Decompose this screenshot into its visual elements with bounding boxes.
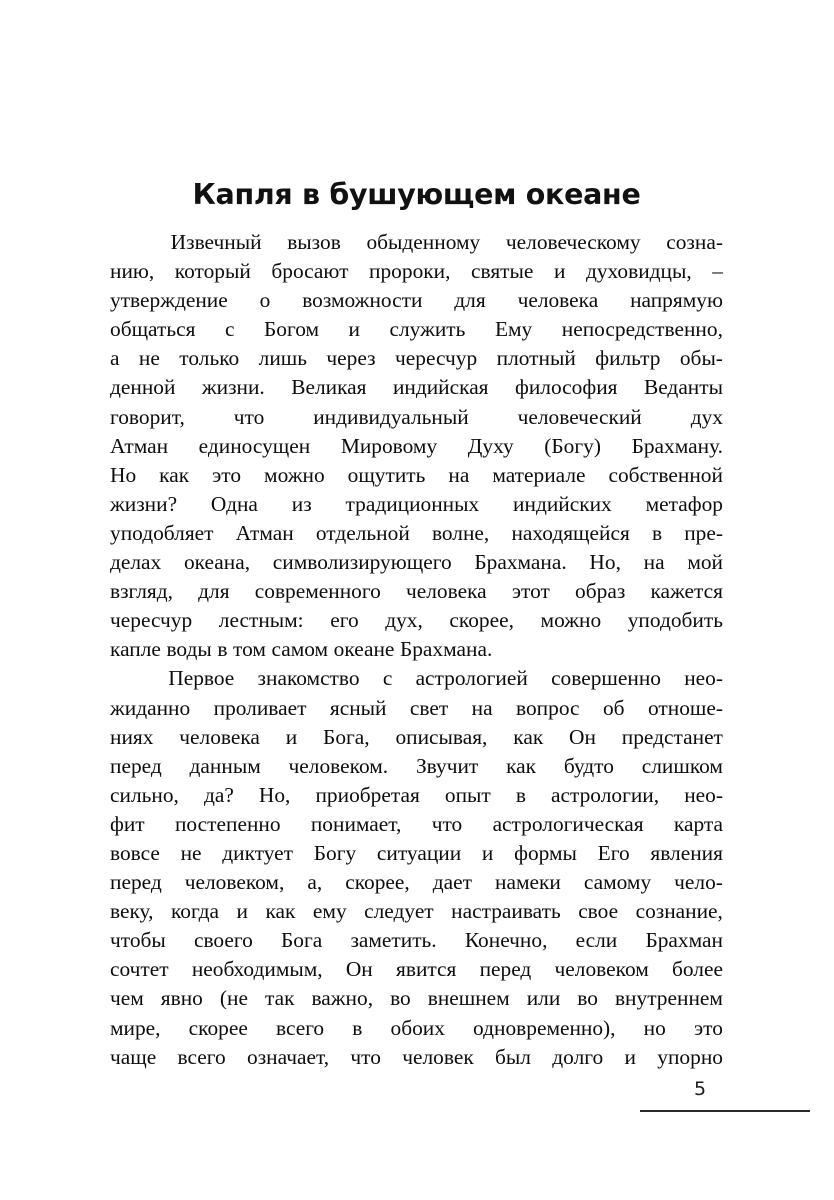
word: находящейся bbox=[511, 520, 630, 545]
word: дух, bbox=[385, 608, 423, 633]
word: из bbox=[291, 491, 312, 516]
word: и bbox=[348, 317, 360, 342]
word: формы bbox=[514, 840, 577, 865]
word: опыт bbox=[444, 782, 491, 807]
text-line bbox=[110, 926, 723, 955]
word: приобретая bbox=[315, 782, 420, 807]
word: единосущен bbox=[198, 433, 311, 458]
text-line bbox=[110, 664, 723, 693]
word: человеком. bbox=[288, 753, 389, 778]
word: дает bbox=[432, 870, 472, 895]
word: отноше- bbox=[647, 695, 723, 720]
word: непосредственно, bbox=[561, 317, 723, 342]
word: перед bbox=[479, 957, 532, 982]
text-line bbox=[110, 606, 723, 635]
word: человека bbox=[179, 724, 260, 749]
text-line bbox=[110, 490, 723, 519]
word: Богом bbox=[263, 317, 320, 342]
word: так bbox=[264, 986, 295, 1011]
word: перед bbox=[110, 870, 162, 895]
text-line bbox=[110, 519, 723, 548]
word: Богу bbox=[313, 840, 357, 865]
word: если bbox=[575, 928, 618, 953]
word: взгляд, bbox=[110, 579, 173, 604]
text-line bbox=[110, 344, 723, 373]
word: или bbox=[526, 986, 561, 1011]
text-line bbox=[110, 839, 723, 868]
word: Мировому bbox=[340, 433, 438, 458]
word: ощутить bbox=[347, 462, 426, 487]
word: его bbox=[330, 608, 359, 633]
word: астрологическая bbox=[492, 811, 644, 836]
word: собственной bbox=[608, 462, 723, 487]
text-line bbox=[110, 373, 723, 402]
folio-rule bbox=[640, 1110, 810, 1112]
word: и bbox=[481, 840, 494, 865]
word: чаще bbox=[110, 1044, 157, 1069]
word: Брахмана. bbox=[399, 637, 493, 662]
word: скорее, bbox=[449, 608, 514, 633]
text-line bbox=[110, 897, 723, 926]
word: нео- bbox=[684, 782, 723, 807]
text-line bbox=[110, 403, 723, 432]
word: вовсе bbox=[110, 840, 160, 865]
word: капле bbox=[110, 637, 161, 662]
word: что bbox=[431, 811, 463, 836]
word: который bbox=[174, 259, 251, 284]
text-line bbox=[110, 432, 723, 461]
word: напрямую bbox=[630, 288, 723, 313]
word: астрологией bbox=[415, 666, 528, 691]
word: Великая bbox=[291, 375, 367, 400]
word: Бога, bbox=[323, 724, 370, 749]
word: и bbox=[553, 259, 566, 284]
word: не bbox=[180, 840, 202, 865]
text-line bbox=[110, 228, 723, 257]
word: во bbox=[390, 986, 411, 1011]
word: служить bbox=[389, 317, 466, 342]
word: делах bbox=[110, 550, 162, 575]
word: индивидуальный bbox=[313, 404, 469, 429]
word: – bbox=[712, 259, 723, 284]
word: уподобить bbox=[627, 608, 723, 633]
word: человека bbox=[406, 579, 487, 604]
word: уподобляет bbox=[110, 520, 214, 545]
word: фильтр bbox=[595, 346, 661, 371]
word: предстанет bbox=[621, 724, 723, 749]
word: том bbox=[233, 637, 266, 662]
word: карта bbox=[673, 811, 723, 836]
word: человека bbox=[517, 288, 599, 313]
word: всего bbox=[275, 1015, 325, 1040]
body-text-block bbox=[110, 228, 723, 1072]
word: на bbox=[643, 550, 665, 575]
word: человеком, bbox=[184, 870, 285, 895]
word: чересчур bbox=[110, 608, 193, 633]
text-line bbox=[110, 955, 723, 984]
word: на bbox=[471, 695, 493, 720]
word: Извечный bbox=[170, 230, 262, 254]
word: человек bbox=[402, 1044, 474, 1069]
word: индийская bbox=[392, 375, 489, 400]
text-line bbox=[110, 781, 723, 810]
word: и bbox=[236, 899, 248, 924]
word: будто bbox=[563, 753, 614, 778]
word: астрологии, bbox=[551, 782, 660, 807]
word: утверждение bbox=[110, 288, 228, 313]
word: Атман bbox=[110, 433, 169, 458]
word: понимает, bbox=[310, 811, 402, 836]
word: как bbox=[265, 899, 296, 924]
word: означает, bbox=[247, 1044, 330, 1069]
word: данным bbox=[189, 753, 261, 778]
word: обы- bbox=[679, 346, 723, 371]
text-line bbox=[110, 635, 723, 664]
word: сильно, bbox=[110, 782, 179, 807]
word: скорее bbox=[188, 1015, 248, 1040]
word: пре- bbox=[684, 520, 723, 545]
word: метафор bbox=[645, 491, 723, 516]
word: Ему bbox=[494, 317, 533, 342]
word: был bbox=[495, 1044, 531, 1069]
word: Духу bbox=[467, 433, 514, 458]
word: как bbox=[159, 462, 190, 487]
word: традиционных bbox=[345, 491, 480, 516]
word: Звучит bbox=[415, 753, 479, 778]
word: всего bbox=[177, 1044, 226, 1069]
text-line bbox=[110, 577, 723, 606]
word: об bbox=[602, 695, 625, 720]
word: жизни. bbox=[201, 375, 265, 400]
word: океане bbox=[333, 637, 395, 662]
word: что bbox=[233, 404, 265, 429]
word: (не bbox=[219, 986, 248, 1011]
word: Но, bbox=[258, 782, 291, 807]
word: пророки, bbox=[369, 259, 451, 284]
text-line bbox=[110, 1014, 723, 1043]
word: дух bbox=[690, 404, 723, 429]
word: в bbox=[217, 637, 228, 662]
word: своего bbox=[193, 928, 253, 953]
word: философия bbox=[514, 375, 618, 400]
word: человеческому bbox=[505, 230, 641, 254]
text-line bbox=[110, 1043, 723, 1072]
word: фит bbox=[110, 811, 145, 836]
word: воды bbox=[166, 637, 212, 662]
text-line bbox=[110, 315, 723, 344]
word: явления bbox=[650, 840, 723, 865]
word: лишь bbox=[258, 346, 307, 371]
word: Веданты bbox=[643, 375, 723, 400]
word: человеком bbox=[554, 957, 649, 982]
word: Он bbox=[345, 957, 373, 982]
word: символизирующего bbox=[272, 550, 452, 575]
word: (Богу) bbox=[544, 433, 601, 458]
word: проливает bbox=[213, 695, 307, 720]
word: одновременно), bbox=[473, 1015, 616, 1040]
word: веку, bbox=[110, 899, 154, 924]
word: но bbox=[643, 1015, 666, 1040]
word: жизни? bbox=[110, 491, 178, 516]
word: обыденному bbox=[366, 230, 481, 254]
paragraph bbox=[110, 228, 723, 664]
word: Брахмана. bbox=[474, 550, 567, 575]
text-line bbox=[110, 810, 723, 839]
word: на bbox=[448, 462, 470, 487]
word: для bbox=[198, 579, 230, 604]
text-line bbox=[110, 984, 723, 1013]
word: заметить. bbox=[350, 928, 437, 953]
word: необходимым, bbox=[191, 957, 323, 982]
word: Первое bbox=[168, 666, 235, 691]
word: жиданно bbox=[110, 695, 191, 720]
word: ниях bbox=[110, 724, 154, 749]
first-line-indent bbox=[110, 664, 145, 693]
word: ему bbox=[312, 899, 347, 924]
word: и bbox=[285, 724, 298, 749]
word: явно bbox=[160, 986, 203, 1011]
text-line bbox=[110, 461, 723, 490]
word: отдельной bbox=[315, 520, 410, 545]
word: Одна bbox=[210, 491, 258, 516]
page-title: Капля в бушующем океане bbox=[192, 178, 641, 212]
word: и bbox=[624, 1044, 636, 1069]
word: нию, bbox=[110, 259, 155, 284]
word: упорно bbox=[657, 1044, 723, 1069]
word: нео- bbox=[684, 666, 723, 691]
word: перед bbox=[110, 753, 162, 778]
word: когда bbox=[170, 899, 220, 924]
word: обоих bbox=[390, 1015, 445, 1040]
word: совершенно bbox=[551, 666, 661, 691]
word: чело- bbox=[674, 870, 723, 895]
word: вопрос bbox=[516, 695, 580, 720]
text-line bbox=[110, 286, 723, 315]
word: что bbox=[350, 1044, 381, 1069]
word: следует bbox=[364, 899, 434, 924]
word: диктует bbox=[222, 840, 294, 865]
word: чересчур bbox=[395, 346, 478, 371]
word: долго bbox=[552, 1044, 604, 1069]
word: с bbox=[382, 666, 393, 691]
word: самом bbox=[271, 637, 329, 662]
word: только bbox=[179, 346, 240, 371]
word: чем bbox=[110, 986, 144, 1011]
word: да? bbox=[203, 782, 234, 807]
word: Он bbox=[569, 724, 596, 749]
word: океана, bbox=[183, 550, 251, 575]
word: вызов bbox=[287, 230, 341, 254]
first-line-indent bbox=[110, 228, 145, 257]
word: не bbox=[138, 346, 160, 371]
word: Бога bbox=[281, 928, 323, 953]
word: духовидцы, bbox=[585, 259, 692, 284]
word: Атман bbox=[235, 520, 294, 545]
word: Но, bbox=[589, 550, 621, 575]
word: описывая, bbox=[395, 724, 488, 749]
word: общаться bbox=[110, 317, 196, 342]
word: говорит, bbox=[110, 404, 185, 429]
word: волне, bbox=[431, 520, 490, 545]
word: знакомство bbox=[257, 666, 360, 691]
word: материале bbox=[492, 462, 586, 487]
word: намеки bbox=[495, 870, 561, 895]
word: Но bbox=[110, 462, 137, 487]
word: в bbox=[515, 782, 526, 807]
paragraph bbox=[110, 664, 723, 1071]
text-line bbox=[110, 694, 723, 723]
word: через bbox=[326, 346, 376, 371]
text-line bbox=[110, 723, 723, 752]
word: индийских bbox=[513, 491, 612, 516]
word: как bbox=[513, 724, 544, 749]
word: это bbox=[693, 1015, 723, 1040]
word: лестным: bbox=[218, 608, 304, 633]
word: Конечно, bbox=[464, 928, 548, 953]
word: о bbox=[259, 288, 271, 313]
word: во bbox=[577, 986, 598, 1011]
word: с bbox=[224, 317, 235, 342]
word: образ bbox=[575, 579, 626, 604]
word: внутреннем bbox=[614, 986, 723, 1011]
word: сознание, bbox=[635, 899, 723, 924]
word: важно, bbox=[311, 986, 374, 1011]
word: современного bbox=[254, 579, 381, 604]
word: это bbox=[212, 462, 242, 487]
word: а, bbox=[307, 870, 323, 895]
word: в bbox=[352, 1015, 363, 1040]
word: скорее, bbox=[345, 870, 410, 895]
word: святые bbox=[471, 259, 534, 284]
word: настраивать bbox=[451, 899, 561, 924]
text-line bbox=[110, 548, 723, 577]
word: мире, bbox=[110, 1015, 161, 1040]
page-number: 5 bbox=[694, 1078, 707, 1100]
word: самому bbox=[583, 870, 652, 895]
word: можно bbox=[540, 608, 602, 633]
word: сочтет bbox=[110, 957, 169, 982]
word: в bbox=[651, 520, 663, 545]
word: можно bbox=[264, 462, 325, 487]
word: слишком bbox=[641, 753, 723, 778]
word: внешнем bbox=[427, 986, 510, 1011]
word: Брахман bbox=[645, 928, 723, 953]
word: для bbox=[454, 288, 486, 313]
word: этот bbox=[511, 579, 550, 604]
word: ясный bbox=[329, 695, 387, 720]
word: свое bbox=[578, 899, 619, 924]
text-line bbox=[110, 257, 723, 286]
word: человеческий bbox=[517, 404, 642, 429]
word: мой bbox=[687, 550, 723, 575]
word: явится bbox=[396, 957, 457, 982]
word: постепенно bbox=[174, 811, 281, 836]
word: возможности bbox=[302, 288, 423, 313]
word: а bbox=[110, 346, 120, 371]
text-line bbox=[110, 752, 723, 781]
word: плотный bbox=[496, 346, 576, 371]
word: бросают bbox=[271, 259, 349, 284]
word: более bbox=[672, 957, 723, 982]
word: созна- bbox=[666, 230, 723, 254]
word: ситуации bbox=[376, 840, 462, 865]
word: Брахману. bbox=[631, 433, 723, 458]
word: чтобы bbox=[110, 928, 166, 953]
word: денной bbox=[110, 375, 176, 400]
word: как bbox=[506, 753, 537, 778]
word: свет bbox=[409, 695, 449, 720]
text-line bbox=[110, 868, 723, 897]
word: кажется bbox=[650, 579, 723, 604]
word: Его bbox=[597, 840, 630, 865]
